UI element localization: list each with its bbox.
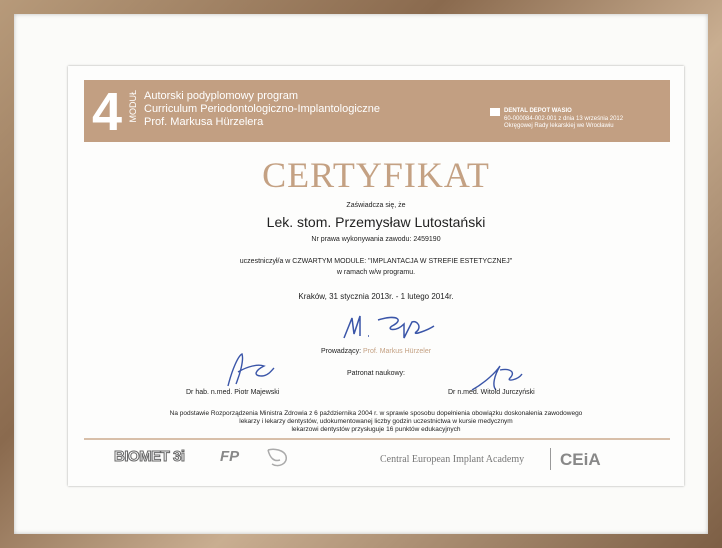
left-signatory: Dr hab. n.med. Piotr Majewski (186, 389, 280, 396)
academy-name: Central European Implant Academy (380, 454, 525, 465)
module-label: MODUŁ (128, 90, 138, 123)
patronage-label: Patronat naukowy: (347, 370, 405, 377)
legal-line-2: lekarzy i lekarzy dentystów, udokumentowanej liczby godzin uczestnictwa w kursie medycznym (239, 418, 513, 425)
leader-label: Prowadzący: (320, 348, 362, 355)
wasio-logo-icon (490, 108, 500, 116)
legal-line-1: Na podstawie Rozporządzenia Ministra Zdrowia z 6 października 2004 r. w sprawie sposobu dopełnienia obowiązku doskonalenia zawodowego (169, 410, 583, 417)
certifies-text: Zaświadcza się, że (346, 202, 406, 209)
biomet-logo: BIOMET 3i (114, 448, 185, 465)
divider (84, 438, 670, 440)
license-number: Nr prawa wykonywania zawodu: 2459190 (311, 236, 441, 243)
program-line-2: Curriculum Periodontologiczno-Implantologiczne (144, 103, 381, 115)
legal-line-3: lekarzowi dentystów przysługuje 16 punktów edukacyjnych (291, 426, 461, 433)
leader-signature (338, 310, 448, 346)
certificate (68, 66, 684, 486)
leader-name: Prof. Markus Hürzeler (362, 348, 432, 355)
swirl-logo-icon (264, 446, 290, 468)
program-line-1: Autorski podyplomowy program (144, 90, 299, 102)
module-number: 4 (92, 82, 123, 142)
ceia-logo: CEiA (560, 450, 601, 469)
header-banner (84, 80, 670, 142)
leader-line (68, 348, 684, 355)
fp-logo: FP (220, 448, 240, 465)
program-line-3: Prof. Markusa Hürzelera (144, 116, 264, 128)
footer-divider (550, 448, 551, 470)
right-signatory: Dr n.med. Witold Jurczyński (448, 389, 535, 396)
depot-line-1: 60-000084-002-001 z dnia 13 września 2012 (504, 116, 624, 122)
depot-title: DENTAL DEPOT WASIO (504, 108, 572, 114)
left-signature (218, 350, 278, 390)
program-text: w ramach w/w programu. (336, 269, 416, 276)
recipient-name: Lek. stom. Przemysław Lutostański (266, 214, 486, 230)
participation-text: uczestniczył/a w CZWARTYM MODULE: "IMPLANTACJA W STREFIE ESTETYCZNEJ" (239, 258, 513, 265)
depot-line-2: Okręgowej Rady lekarskiej we Wrocławiu (504, 123, 614, 129)
course-dates: Kraków, 31 stycznia 2013r. - 1 lutego 2014r. (298, 292, 454, 301)
certificate-title: CERTYFIKAT (262, 155, 490, 195)
